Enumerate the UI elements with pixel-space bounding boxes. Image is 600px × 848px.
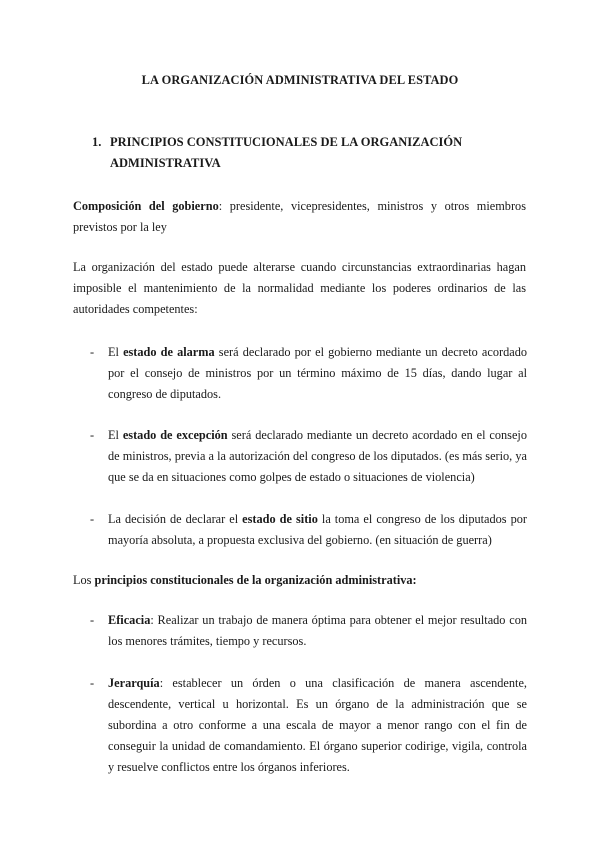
composition-text: : presidente, vicepresidentes, ministros y otros miembros previstos por la ley <box>73 199 526 234</box>
text-run: : establecer un órden o una clasificación de manera ascendente, descendente, vertical u horizontal. Es un órgano de la administración que se subordina a otro conforme a una escala de mayor a menor rango con el fin de conseguir la unidad de comandamiento. El órgano superior codirige, vigila, controla y resuelve conflictos entre los órganos inferiores. <box>108 676 527 774</box>
text-run: Los <box>73 573 95 587</box>
section-heading <box>92 132 532 174</box>
list-item <box>90 610 527 652</box>
bullet-dash: - <box>90 676 95 690</box>
intro-paragraph: La organización del estado puede alterarse cuando circunstancias extraordinarias hagan imposible el mantenimiento de la normalidad mediante los poderes ordinarios de las autoridades competentes: <box>73 260 526 316</box>
section-title: PRINCIPIOS CONSTITUCIONALES DE LA ORGANIZACIÓN ADMINISTRATIVA <box>110 135 463 170</box>
emphasis-term: Eficacia <box>108 613 151 627</box>
list-item <box>90 673 527 778</box>
principles-intro <box>73 570 526 591</box>
list-item-text <box>108 509 527 551</box>
text-run: El <box>108 345 124 359</box>
bullet-dash: - <box>90 345 95 359</box>
list-item-text <box>108 425 527 488</box>
list-item <box>90 342 527 405</box>
bullet-dash: - <box>90 428 95 442</box>
section-number: 1. <box>92 135 102 149</box>
list-item-text <box>108 673 527 778</box>
bullet-dash: - <box>90 512 95 526</box>
composition-label: Composición del gobierno <box>73 199 219 213</box>
list-item <box>90 425 527 488</box>
text-run: será declarado mediante un decreto acordado en el consejo de ministros, previa a la autorización del congreso de los diputados. (es más serio, ya que se da en situaciones como golpes de estado o situaciones de violencia) <box>108 428 527 484</box>
text-run: : Realizar un trabajo de manera óptima para obtener el mejor resultado con los menores trámites, tiempo y recursos. <box>108 613 527 648</box>
text-run: El <box>108 428 123 442</box>
text-run: será declarado por el gobierno mediante un decreto acordado por el consejo de ministros por un término máximo de 15 días, dando lugar al congreso de diputados. <box>108 345 527 401</box>
emphasis-term: estado de sitio <box>242 512 318 526</box>
bullet-dash: - <box>90 613 95 627</box>
emphasis-term: estado de excepción <box>122 428 228 442</box>
text-run: La decisión de declarar el <box>108 512 243 526</box>
emphasis-term: Jerarquía <box>108 676 160 690</box>
list-item-text <box>108 342 527 405</box>
text-run: la toma el congreso de los diputados por mayoría absoluta, a propuesta exclusiva del gobierno. (en situación de guerra) <box>108 512 527 547</box>
list-item <box>90 509 527 551</box>
emphasis-term: principios constitucionales de la organización administrativa: <box>94 573 417 587</box>
list-item-text <box>108 610 527 652</box>
document-title: LA ORGANIZACIÓN ADMINISTRATIVA DEL ESTADO <box>141 73 459 87</box>
composition-paragraph <box>73 196 526 238</box>
emphasis-term: estado de alarma <box>123 345 215 359</box>
